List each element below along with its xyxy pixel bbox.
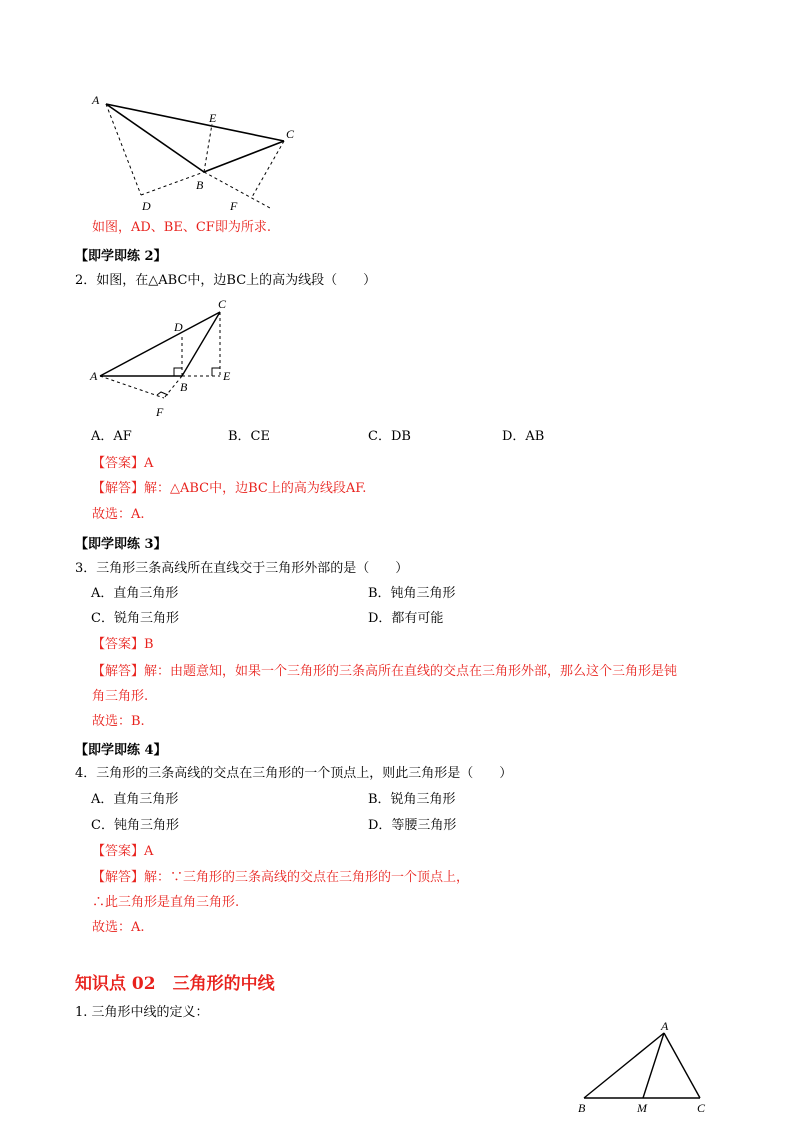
practice-2-analysis: 【解答】解：△ABC中，边BC上的高为线段AF. [92, 481, 367, 496]
practice-4-option-b: B．锐角三角形 [368, 792, 456, 807]
fig2-label-a: A [90, 369, 98, 383]
practice-4-option-d: D．等腰三角形 [368, 818, 457, 833]
fig1-label-c: C [286, 127, 295, 141]
knowledge-section-title: 知识点 02 三角形的中线 [75, 974, 275, 994]
practice-4-analysis-line-1: 【解答】解：∵三角形的三条高线的交点在三角形的一个顶点上， [92, 870, 470, 885]
practice-3-question: 3．三角形三条高线所在直线交于三角形外部的是（ ） [75, 561, 409, 576]
practice-4-analysis-line-2: ∴此三角形是直角三角形. [92, 895, 240, 910]
fig2-label-c: C [218, 297, 227, 311]
fig2-label-b: B [180, 380, 188, 394]
practice-3-option-a: A．直角三角形 [91, 586, 179, 601]
fig1-label-f: F [230, 199, 238, 213]
fig1-label-b: B [196, 178, 204, 192]
practice-3-analysis-line-2: 角三角形. [92, 689, 149, 704]
practice-3-option-d: D．都有可能 [368, 611, 444, 626]
practice-3-answer: 【答案】B [92, 637, 154, 652]
fig1-caption: 如图，AD、BE、CF即为所求. [92, 220, 271, 235]
practice-2-question: 2．如图，在△ABC中，边BC上的高为线段（ ） [75, 273, 377, 288]
practice-4-option-a: A．直角三角形 [91, 792, 179, 807]
practice-3-option-c: C．锐角三角形 [91, 611, 179, 626]
practice-4-tag: 【即学即练 4】 [75, 743, 167, 758]
practice-3-tag: 【即学即练 3】 [75, 537, 167, 552]
knowledge-item-1: 1. 三角形中线的定义： [75, 1005, 209, 1020]
practice-2-option-a: A．AF [91, 429, 132, 444]
practice-4-question: 4．三角形的三条高线的交点在三角形的一个顶点上，则此三角形是（ ） [75, 766, 513, 781]
practice-2-tag: 【即学即练 2】 [75, 249, 167, 264]
practice-4-answer: 【答案】A [92, 844, 154, 859]
fig2-label-d: D [174, 320, 183, 334]
practice-2-answer: 【答案】A [92, 456, 154, 471]
practice-3-analysis-line-1: 【解答】解：由题意知，如果一个三角形的三条高所在直线的交点在三角形外部，那么这个三角形是钝 [92, 664, 678, 679]
fig3-label-a: A [661, 1019, 669, 1033]
practice-2-option-d: D．AB [502, 429, 545, 444]
practice-4-option-c: C．钝角三角形 [91, 818, 179, 833]
fig3-label-m: M [637, 1101, 647, 1115]
fig1-label-a: A [92, 93, 100, 107]
practice-2-option-b: B．CE [228, 429, 270, 444]
fig3-label-c: C [697, 1101, 706, 1115]
practice-2-choose: 故选：A. [92, 507, 145, 522]
practice-4-choose: 故选：A. [92, 920, 145, 935]
fig1-label-d: D [142, 199, 151, 213]
practice-2-option-c: C．DB [368, 429, 411, 444]
practice-3-option-b: B．钝角三角形 [368, 586, 456, 601]
fig3-label-b: B [578, 1101, 586, 1115]
fig1-label-e: E [209, 111, 217, 125]
fig2-label-e: E [223, 369, 231, 383]
practice-3-choose: 故选：B. [92, 714, 145, 729]
fig2-label-f: F [156, 405, 164, 419]
